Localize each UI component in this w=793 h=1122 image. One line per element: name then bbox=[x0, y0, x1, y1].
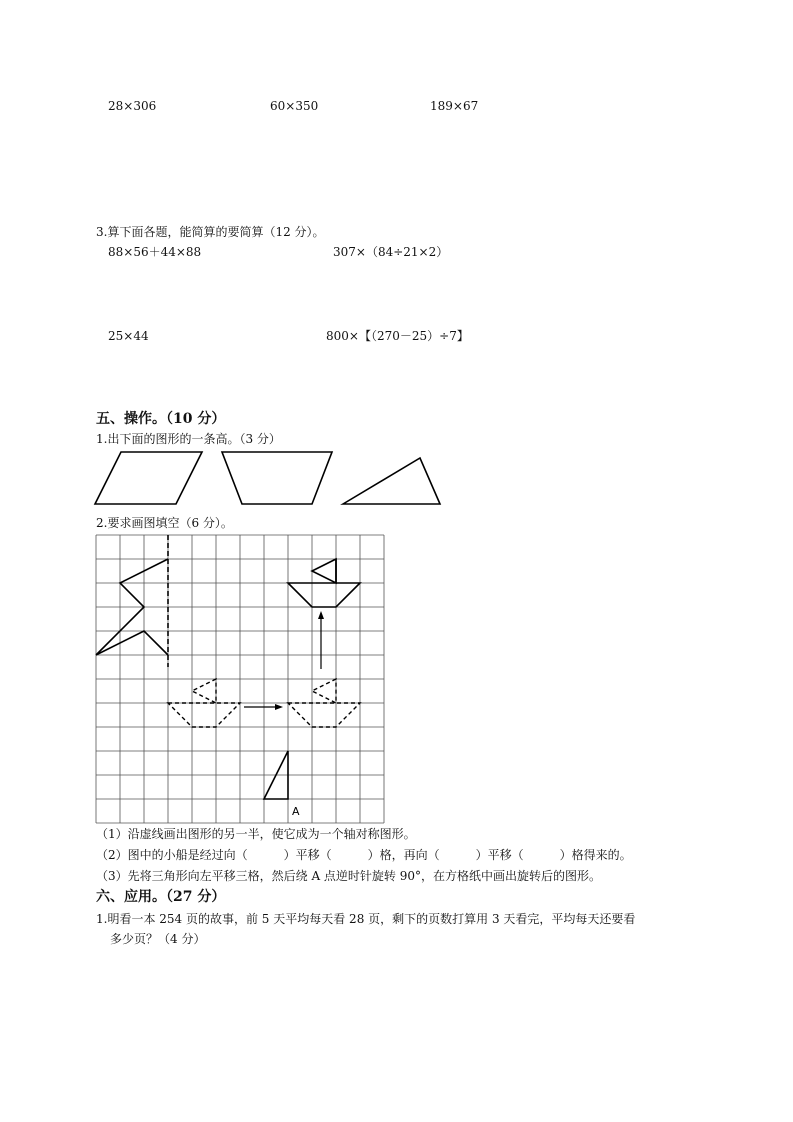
grid-figure bbox=[96, 535, 384, 823]
dashed-boat-flag-right bbox=[312, 679, 336, 703]
section6-q1-line2: 多少页？（4 分） bbox=[110, 932, 206, 946]
q3-item-3: 25×44 bbox=[108, 329, 149, 343]
section5-heading: 五、操作。（10 分） bbox=[96, 411, 226, 427]
parallelogram-shape bbox=[95, 452, 202, 504]
section5-q2: 2.要求画图填空（6 分）。 bbox=[96, 516, 233, 530]
boat-hull-shape bbox=[288, 583, 360, 607]
section5-q1: 1.出下面的图形的一条高。（3 分） bbox=[96, 432, 281, 446]
section6-q1-line1: 1.明看一本 254 页的故事，前 5 天平均每天看 28 页，剩下的页数打算用 3 天看完，平均每天还要看 bbox=[96, 912, 636, 926]
q3-item-2: 307×（84÷21×2） bbox=[333, 245, 449, 259]
calc-item-2: 60×350 bbox=[270, 99, 319, 113]
calc-item-1: 28×306 bbox=[108, 99, 157, 113]
q3-item-1: 88×56＋44×88 bbox=[108, 245, 202, 259]
dashed-boat-flag-left bbox=[192, 679, 216, 703]
section6-heading: 六、应用。（27 分） bbox=[96, 889, 226, 905]
triangle-shape bbox=[343, 458, 440, 504]
dashed-boat-hull-left bbox=[168, 703, 240, 727]
grid-lines bbox=[96, 535, 384, 823]
q3-item-4: 800×【（270－25）÷7】 bbox=[326, 329, 469, 343]
sub-question-3: （3）先将三角形向左平移三格，然后绕 A 点逆时针旋转 90°，在方格纸中画出旋转后的图形。 bbox=[96, 869, 602, 883]
sub-question-1: （1）沿虚线画出图形的另一半，使它成为一个轴对称图形。 bbox=[96, 827, 416, 841]
dashed-boat-hull-right bbox=[288, 703, 360, 727]
q3-title: 3.算下面各题，能简算的要简算（12 分）。 bbox=[96, 225, 325, 239]
boat-flag-shape bbox=[312, 559, 336, 583]
point-a-label: A bbox=[292, 805, 300, 818]
sub-question-2: （2）图中的小船是经过向（ ）平移（ ）格，再向（ ）平移（ ）格得来的。 bbox=[96, 848, 632, 862]
calc-item-3: 189×67 bbox=[430, 99, 479, 113]
trapezoid-shape bbox=[222, 452, 332, 504]
